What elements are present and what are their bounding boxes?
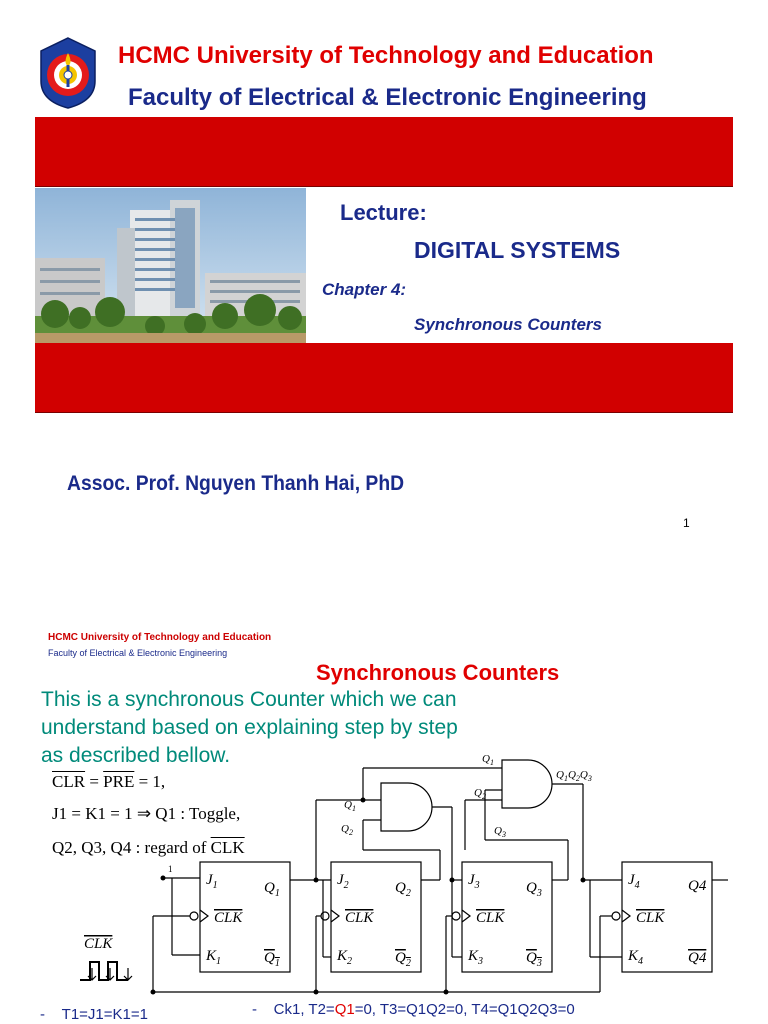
svg-text:Q2 — [341, 823, 353, 837]
slide2-title: Synchronous Counters — [316, 660, 560, 685]
svg-text:J1 — [206, 872, 218, 891]
ff1-k-sub: 1 — [216, 956, 222, 967]
and2-out-sub2: 2 — [575, 774, 580, 783]
bullet-1-text: T1=J1=K1=1 — [61, 1006, 148, 1023]
svg-text:Q1 — [264, 880, 280, 899]
ff4-clk: CLK — [636, 910, 665, 926]
clk-waveform-label: CLK — [84, 936, 113, 952]
faculty-name: Faculty of Electrical & Electronic Engineering — [128, 84, 647, 111]
svg-text:Q1 — [264, 950, 280, 969]
and2-out-q3: Q — [579, 769, 588, 781]
equation-jk1: J1 = K1 = 1 ⇒ Q1 : Toggle, — [52, 804, 241, 823]
and2-below: Q — [494, 825, 502, 837]
chapter-title: Synchronous Counters — [414, 315, 602, 334]
svg-text:J2 — [337, 872, 349, 891]
bullet-2 — [252, 1001, 575, 1018]
and1-in-a-sub: 1 — [351, 804, 356, 813]
ff2-clk: CLK — [345, 910, 374, 926]
bullet-2-pre: Ck1, T2= — [273, 1001, 335, 1018]
ff4-qbar: Q4 — [688, 950, 707, 966]
svg-text:Q2 — [395, 880, 411, 899]
intro-paragraph: This is a synchronous Counter which we can understand based on explaining step by step as described bellow. — [41, 688, 458, 767]
ff4-k: K — [628, 948, 639, 964]
slide2-university-name: HCMC University of Technology and Education — [48, 632, 272, 643]
clr-symbol: $\overline{CLR}$ — [52, 772, 86, 791]
and2-in-sub: 2 — [481, 792, 486, 801]
ff2-j-sub: 2 — [343, 880, 349, 891]
svg-text:J4 — [628, 872, 640, 891]
ff3-j-sub: 3 — [474, 880, 480, 891]
input-one-label: 1 — [168, 864, 173, 874]
ff3-q: Q — [526, 880, 537, 896]
ff2-k: K — [337, 948, 348, 964]
ff2-k-sub: 2 — [347, 956, 353, 967]
page-number: 1 — [683, 516, 690, 530]
university-name: HCMC University of Technology and Education — [118, 42, 654, 69]
and2-in: Q — [474, 787, 482, 799]
ff1-clk: CLK — [214, 910, 243, 926]
ff4-j-sub: 4 — [634, 880, 640, 891]
bullet-2-post: =0, T3=Q1Q2=0, T4=Q1Q2Q3=0 — [354, 1001, 575, 1018]
svg-text:J3 — [468, 872, 480, 891]
ff3-k-sub: 3 — [478, 956, 484, 967]
and-gate-2 — [502, 760, 552, 808]
ff2-j: J — [337, 872, 344, 888]
svg-text:K4 — [627, 948, 643, 967]
author-name: Assoc. Prof. Nguyen Thanh Hai, PhD — [67, 472, 405, 495]
bottom-red-bar — [35, 343, 733, 413]
svg-text:K3 — [467, 948, 483, 967]
svg-text:Q3 — [526, 880, 542, 899]
ff1-j: J — [206, 872, 213, 888]
svg-text:Q1 — [482, 753, 494, 767]
eq-sign: = — [85, 772, 104, 791]
eq-rest: = 1, — [134, 772, 166, 791]
top-red-bar — [35, 117, 733, 187]
and2-top-sub: 1 — [489, 758, 494, 767]
svg-text:Q2 — [395, 950, 411, 969]
ff1-qbar: Q — [264, 950, 275, 966]
ff3-k: K — [468, 948, 479, 964]
ff2-q: Q — [395, 880, 406, 896]
svg-text:Q1Q2Q3 — [556, 769, 592, 783]
bullet-1 — [40, 1006, 148, 1023]
ff1-k: K — [206, 948, 217, 964]
svg-text:K2 — [336, 948, 352, 967]
ff3-qbar: Q — [526, 950, 537, 966]
pre-symbol: $\overline{PRE}$ — [103, 772, 135, 791]
ff3-q-sub: 3 — [536, 888, 542, 899]
svg-text:Q3 — [494, 825, 506, 839]
bullet-1-dash: - — [40, 1006, 45, 1023]
ff1-qbar-sub: 1 — [274, 958, 280, 969]
eq3-clk: $\overline{CLK}$ — [210, 838, 245, 857]
campus-building-photo — [35, 188, 306, 343]
chapter-label: Chapter 4: — [322, 280, 407, 299]
and2-out-sub1: 1 — [563, 774, 568, 783]
and2-out-q2: Q — [567, 769, 576, 781]
counter-circuit-diagram — [0, 740, 768, 1005]
eq3-text: Q2, Q3, Q4 : regard of — [52, 838, 211, 857]
course-title: DIGITAL SYSTEMS — [414, 237, 621, 263]
ff4-k-sub: 4 — [638, 956, 644, 967]
ff3-clk: CLK — [476, 910, 505, 926]
bullet-2-dash: - — [252, 1001, 257, 1018]
svg-text:Q3 — [526, 950, 542, 969]
lecture-label: Lecture: — [340, 200, 427, 225]
svg-text:Q2 — [474, 787, 486, 801]
ff2-qbar: Q — [395, 950, 406, 966]
ff2-q-sub: 2 — [405, 888, 411, 899]
ff1-q-sub: 1 — [274, 888, 280, 899]
svg-text:K1 — [205, 948, 221, 967]
university-logo-icon — [35, 35, 101, 111]
and1-in-b: Q — [341, 823, 349, 835]
ff3-j: J — [468, 872, 475, 888]
and-gate-1 — [381, 783, 432, 831]
and2-out-q1: Q — [556, 769, 564, 781]
ff4-q: Q4 — [688, 878, 707, 894]
and1-in-b-sub: 2 — [348, 828, 353, 837]
ff2-qbar-sub: 2 — [405, 958, 411, 969]
ff4-j: J — [628, 872, 635, 888]
and2-below-sub: 3 — [501, 830, 506, 839]
ff1-j-sub: 1 — [212, 880, 218, 891]
ff1-q: Q — [264, 880, 275, 896]
ff3-qbar-sub: 3 — [536, 958, 542, 969]
and2-out-sub3: 3 — [587, 774, 592, 783]
and2-top: Q — [482, 753, 490, 765]
slide2-faculty-name: Faculty of Electrical & Electronic Engineering — [48, 648, 228, 658]
bullet-2-q1: Q1 — [334, 1001, 355, 1018]
and1-in-a: Q — [344, 799, 352, 811]
svg-text:Q1 — [344, 799, 356, 813]
